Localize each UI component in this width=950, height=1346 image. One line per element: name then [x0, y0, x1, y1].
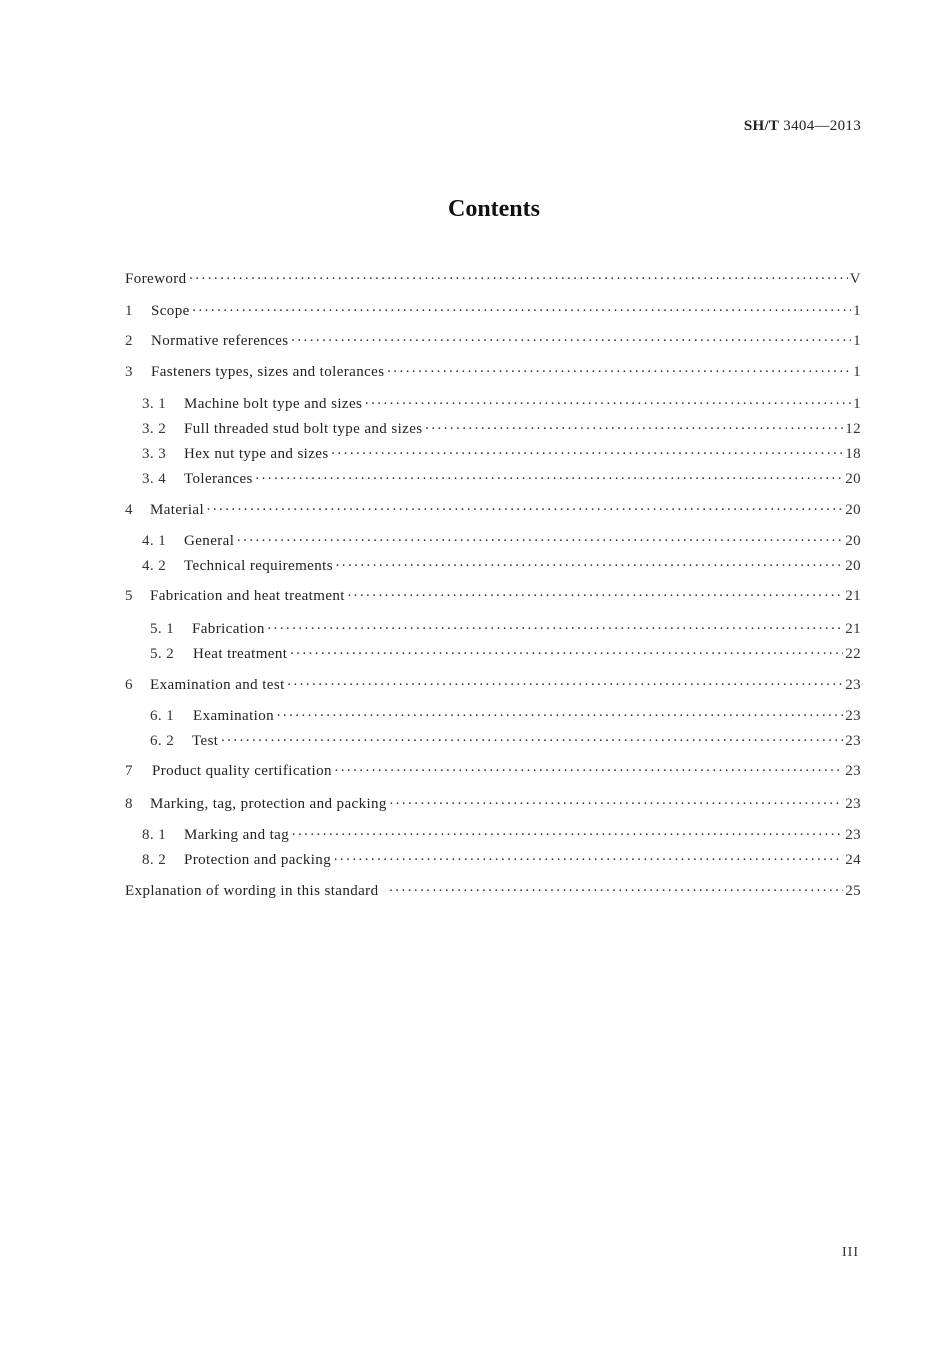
toc-entry-page: 1 — [853, 364, 861, 380]
toc-entry-page: 21 — [845, 621, 861, 637]
toc-entry-page: 21 — [845, 588, 861, 604]
toc-entry-3-2[interactable] — [142, 421, 861, 441]
toc-entry-2[interactable] — [125, 333, 861, 353]
toc-entry-number: 3. 3 — [142, 446, 167, 462]
toc-entry-number: 6 — [125, 677, 133, 693]
toc-entry-3-1[interactable] — [142, 396, 861, 416]
toc-entry-label: General — [184, 533, 235, 549]
toc-entry-1[interactable] — [125, 303, 861, 323]
toc-entry-8-2[interactable] — [142, 852, 861, 872]
page-number: III — [842, 1245, 859, 1260]
toc-entry-number: 8. 1 — [142, 827, 167, 843]
toc-entry-number: 7 — [125, 763, 133, 779]
toc-entry-label: Fasteners types, sizes and tolerances — [151, 364, 385, 380]
toc-entry-page: 1 — [853, 396, 861, 412]
toc-entry-number: 8. 2 — [142, 852, 167, 868]
standard-code — [744, 118, 861, 135]
toc-entry-page: 20 — [845, 502, 861, 518]
toc-entry-6-1[interactable] — [150, 708, 861, 728]
toc-entry-5-2[interactable] — [150, 646, 861, 666]
toc-entry-page: 23 — [845, 763, 861, 779]
toc-entry-number: 1 — [125, 303, 133, 319]
toc-entry-page: 23 — [845, 708, 861, 724]
standard-code-number: 3404—2013 — [783, 118, 861, 134]
toc-entry-label: Product quality certification — [152, 763, 332, 779]
toc-entry-page: 12 — [845, 421, 861, 437]
toc-entry-4-1[interactable] — [142, 533, 861, 553]
toc-entry-number: 5. 1 — [150, 621, 175, 637]
toc-entry-3-4[interactable] — [142, 471, 861, 491]
toc-entry-5-1[interactable] — [150, 621, 861, 641]
toc-entry-number: 8 — [125, 796, 133, 812]
toc-entry-number: 2 — [125, 333, 133, 349]
toc-entry-label: Technical requirements — [184, 558, 333, 574]
standard-code-prefix: SH/T — [743, 118, 780, 134]
toc-entry-number: 6. 2 — [150, 733, 175, 749]
toc-entry-label: Fabrication — [192, 621, 265, 637]
toc-entry-page: 20 — [845, 558, 861, 574]
toc-entry-6[interactable] — [125, 677, 861, 697]
toc-entry-4[interactable] — [125, 502, 861, 522]
toc-entry-label: Scope — [151, 303, 190, 319]
toc-entry-3[interactable] — [125, 364, 861, 384]
toc-entry-label: Examination — [193, 708, 275, 724]
toc-entry-number: 4. 2 — [142, 558, 167, 574]
toc-entry-label: Machine bolt type and sizes — [184, 396, 363, 412]
toc-entry-label: Test — [192, 733, 219, 749]
toc-entry-number: 5 — [125, 588, 133, 604]
toc-entry-number: 5. 2 — [150, 646, 175, 662]
toc-entry-page: 23 — [845, 677, 861, 693]
toc-entry-label: Full threaded stud bolt type and sizes — [184, 421, 423, 437]
toc-entry-page: 20 — [845, 533, 861, 549]
toc-entry-number: 4 — [125, 502, 133, 518]
toc-entry-8[interactable] — [125, 796, 861, 816]
toc-entry-number: 3. 1 — [142, 396, 167, 412]
toc-entry-page: 20 — [845, 471, 861, 487]
toc-entry-page: 1 — [853, 303, 861, 319]
toc-entry-number: 3. 4 — [142, 471, 167, 487]
toc-entry-foreword[interactable] — [125, 271, 861, 291]
toc-entry-label: Explanation of wording in this standard — [125, 883, 379, 899]
toc-entry-label: Marking and tag — [184, 827, 290, 843]
toc-entry-label: Normative references — [151, 333, 289, 349]
page-title: Contents — [447, 196, 540, 222]
toc-entry-page: V — [849, 271, 861, 287]
toc-entry-page: 22 — [845, 646, 861, 662]
toc-entry-page: 23 — [845, 796, 861, 812]
toc-entry-label: Material — [150, 502, 205, 518]
toc-entry-8-1[interactable] — [142, 827, 861, 847]
toc-entry-label: Foreword — [125, 271, 187, 287]
toc-entry-page: 23 — [845, 827, 861, 843]
toc-entry-label: Marking, tag, protection and packing — [150, 796, 387, 812]
toc-entry-page: 25 — [845, 883, 861, 899]
toc-entry-label: Heat treatment — [193, 646, 288, 662]
toc-entry-5[interactable] — [125, 588, 861, 608]
toc-entry-label: Fabrication and heat treatment — [150, 588, 345, 604]
toc-entry-number: 3 — [125, 364, 133, 380]
toc-entry-label: Protection and packing — [184, 852, 332, 868]
toc-entry-label: Examination and test — [150, 677, 285, 693]
toc-entry-4-2[interactable] — [142, 558, 861, 578]
toc-entry-3-3[interactable] — [142, 446, 861, 466]
toc-entry-number: 4. 1 — [142, 533, 167, 549]
toc-entry-number: 6. 1 — [150, 708, 175, 724]
toc-entry-6-2[interactable] — [150, 733, 861, 753]
toc-entry-label: Hex nut type and sizes — [184, 446, 329, 462]
toc-entry-label: Tolerances — [184, 471, 253, 487]
toc-entry-page: 1 — [853, 333, 861, 349]
toc-entry-7[interactable] — [125, 763, 861, 783]
toc-entry-page: 24 — [845, 852, 861, 868]
toc-entry-page: 23 — [845, 733, 861, 749]
toc-entry-page: 18 — [845, 446, 861, 462]
toc-entry-number: 3. 2 — [142, 421, 167, 437]
toc-entry-explanation[interactable] — [125, 883, 861, 903]
